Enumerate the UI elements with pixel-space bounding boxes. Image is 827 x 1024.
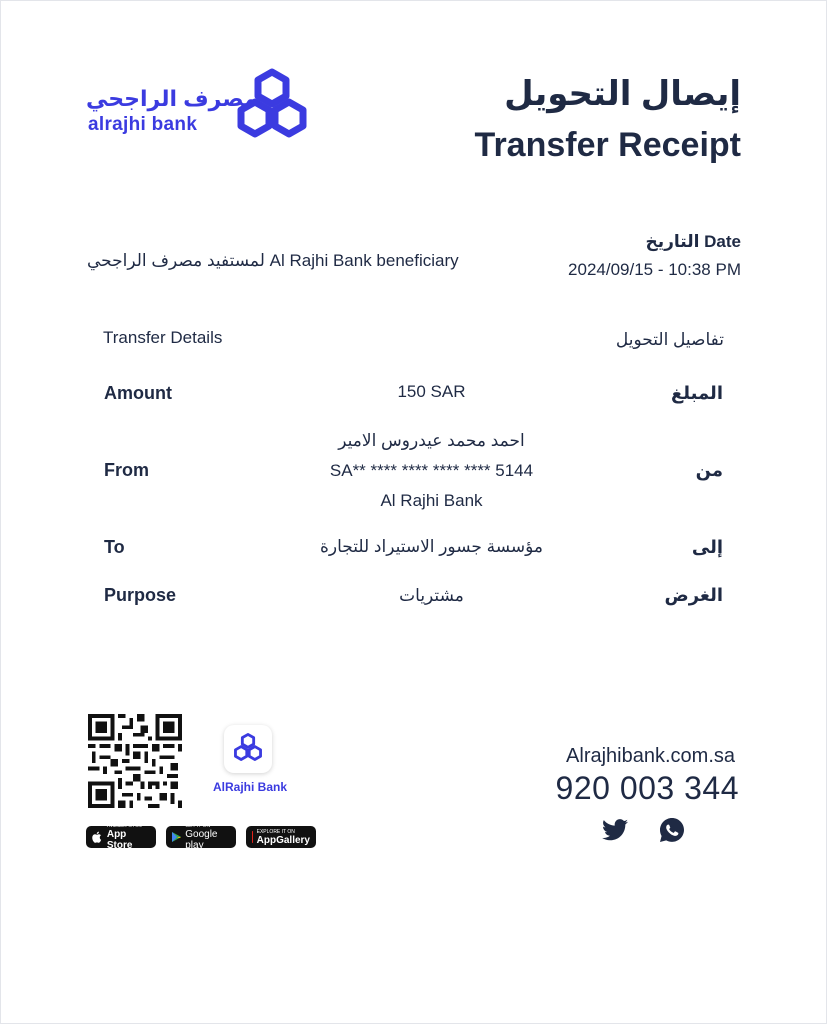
app-logo-icon: [231, 732, 265, 766]
sender-name: احمد محمد عيدروس الامير: [338, 431, 525, 450]
app-store-small: Available on the: [106, 823, 143, 829]
app-name: AlRajhi Bank: [213, 780, 288, 794]
app-gallery-big: AppGallery: [256, 834, 310, 846]
google-play-badge[interactable]: [166, 823, 236, 851]
purpose-label-english: Purpose: [104, 585, 177, 605]
brand-name-english: alrajhi bank: [88, 114, 198, 135]
twitter-icon[interactable]: [602, 818, 628, 847]
date-value: 2024/09/15 - 10:38 PM: [568, 260, 741, 279]
amount-value: 150 SAR: [397, 382, 466, 401]
google-play-small: GET IT ON: [185, 823, 211, 829]
to-label-arabic: إلى: [691, 537, 723, 557]
google-play-big: Google play: [185, 829, 218, 851]
date-label: التاريخ Date: [645, 232, 741, 251]
apple-icon: [92, 830, 103, 844]
app-icon[interactable]: [224, 725, 272, 773]
brand-logo-icon: [230, 66, 314, 155]
phone-number[interactable]: 920 003 344: [555, 770, 739, 806]
section-title-english: Transfer Details: [103, 328, 223, 347]
website-link[interactable]: Alrajhibank.com.sa: [566, 745, 735, 767]
amount-label-english: Amount: [104, 383, 172, 403]
amount-label-arabic: المبلغ: [671, 383, 723, 403]
brand-name-arabic: مصرف الراجحي: [86, 86, 258, 111]
from-label-arabic: من: [695, 460, 723, 480]
app-store-big: App Store: [106, 829, 133, 851]
app-store-badge[interactable]: [86, 823, 156, 851]
huawei-icon: [252, 831, 253, 843]
app-gallery-badge[interactable]: [246, 826, 316, 848]
play-icon: [172, 831, 181, 843]
title-arabic: إيصال التحويل: [504, 75, 741, 113]
sender-iban: SA** **** **** **** **** 5144: [329, 461, 534, 480]
qr-code: [88, 714, 182, 808]
whatsapp-icon[interactable]: [660, 818, 684, 847]
beneficiary-type: لمستفيد مصرف الراجحي Al Rajhi Bank beneficiary: [87, 251, 459, 270]
to-label-english: To: [104, 537, 125, 557]
recipient-name: مؤسسة جسور الاستيراد للتجارة: [319, 537, 544, 556]
purpose-label-arabic: الغرض: [664, 585, 723, 605]
from-label-english: From: [104, 460, 149, 480]
sender-bank: Al Rajhi Bank: [380, 491, 483, 510]
section-title-arabic: تفاصيل التحويل: [615, 330, 724, 349]
app-gallery-small: EXPLORE IT ON: [256, 828, 295, 835]
title-english: Transfer Receipt: [474, 126, 741, 164]
purpose-value: مشتريات: [399, 586, 464, 605]
